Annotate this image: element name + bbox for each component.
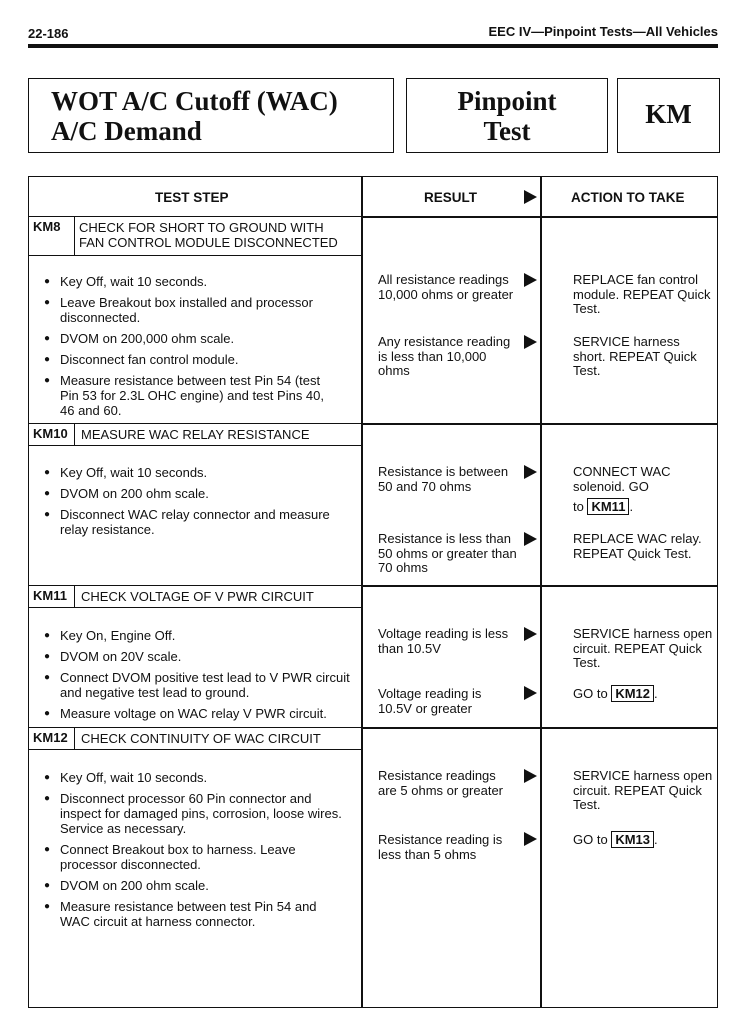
result-text: Voltage reading is less than 10.5V [378, 626, 509, 656]
result-arrow-icon [524, 273, 537, 287]
result-text: Resistance is less than 50 ohms or greater than 70 ohms [378, 531, 517, 575]
instruction-item: ● Key Off, wait 10 seconds. [42, 770, 342, 785]
step-title: MEASURE WAC RELAY RESISTANCE [81, 427, 310, 442]
instruction-item: ● DVOM on 200,000 ohm scale. [42, 331, 342, 346]
result-arrow-icon [524, 832, 537, 846]
step-header-km8 [28, 216, 362, 256]
instruction-item: ● Key Off, wait 10 seconds. [42, 274, 342, 289]
result-arrow-icon [524, 335, 537, 349]
action-text: REPLACE WAC relay. REPEAT Quick Test. [573, 531, 702, 561]
test-code: KM [645, 99, 692, 129]
step-title: CHECK VOLTAGE OF V PWR CIRCUIT [81, 589, 314, 604]
test-title-line1: WOT A/C Cutoff (WAC) [51, 86, 338, 116]
pinpoint-label: Pinpoint [457, 86, 557, 116]
result-text: Voltage reading is 10.5V or greater [378, 686, 482, 716]
step-title [79, 220, 338, 250]
result-arrow-icon [524, 627, 537, 641]
step-header-km12 [28, 727, 362, 750]
action-goto [573, 498, 713, 515]
instruction-item: ● Disconnect WAC relay connector and measure relay resistance. [42, 507, 342, 537]
header-arrow-icon [524, 190, 537, 204]
action-text [573, 465, 713, 515]
result-text: All resistance readings 10,000 ohms or greater [378, 272, 514, 302]
instruction-item: ● Measure voltage on WAC relay V PWR circuit. [42, 706, 352, 721]
instruction-item: ● Connect Breakout box to harness. Leave processor disconnected. [42, 842, 342, 872]
result-arrow-icon [524, 532, 537, 546]
step-id: KM12 [29, 728, 75, 749]
header-rule [28, 44, 718, 48]
step-id: KM8 [29, 217, 75, 255]
instruction-item: ● Key On, Engine Off. [42, 628, 352, 643]
action-text: SERVICE harness open circuit. REPEAT Quick Test. [573, 768, 713, 812]
step-title-line1: CHECK FOR SHORT TO GROUND WITH [79, 220, 324, 235]
action-end: . [654, 686, 658, 701]
instruction-item: ● Disconnect fan control module. [42, 352, 342, 367]
page-number: 22-186 [28, 26, 69, 41]
test-title-box [28, 78, 394, 153]
result-text: Resistance readings are 5 ohms or greater [378, 768, 504, 798]
action-text: SERVICE harness short. REPEAT Quick Test. [573, 334, 697, 378]
result-text: Resistance is between 50 and 70 ohms [378, 464, 509, 494]
step-title: CHECK CONTINUITY OF WAC CIRCUIT [81, 731, 321, 746]
step-header-km10 [28, 423, 362, 446]
result-arrow-icon [524, 769, 537, 783]
result-text: Resistance reading is less than 5 ohms [378, 832, 503, 862]
instruction-item: ● Connect DVOM positive test lead to V PWR circuit and negative test lead to ground. [42, 670, 352, 700]
step-id: KM10 [29, 424, 75, 445]
action-text: SERVICE harness open circuit. REPEAT Quick Test. [573, 626, 713, 670]
step-title-line2: FAN CONTROL MODULE DISCONNECTED [79, 235, 338, 250]
instruction-item: ● Measure resistance between test Pin 54 and WAC circuit at harness connector. [42, 899, 342, 929]
step-instructions-km11 [42, 628, 352, 727]
instruction-item: ● Key Off, wait 10 seconds. [42, 465, 342, 480]
running-title: EEC IV—Pinpoint Tests—All Vehicles [488, 24, 718, 39]
step-id: KM11 [29, 586, 75, 607]
result-text: Any resistance reading is less than 10,000 ohms [378, 334, 511, 378]
result-arrow-icon [524, 465, 537, 479]
instruction-item: ● Leave Breakout box installed and processor disconnected. [42, 295, 342, 325]
goto-step-ref[interactable]: KM12 [611, 685, 654, 702]
pinpoint-test-box [406, 78, 608, 153]
step-instructions-km8 [42, 274, 342, 424]
instruction-item: ● Disconnect processor 60 Pin connector and inspect for damaged pins, corrosion, loose wires. Service as necessary. [42, 791, 342, 836]
action-line: GO to [573, 686, 608, 701]
column-header-result: RESULT [424, 190, 477, 205]
goto-step-ref[interactable]: KM11 [587, 498, 629, 515]
test-label: Test [483, 116, 531, 146]
goto-step-ref[interactable]: KM13 [611, 831, 654, 848]
action-line: GO to [573, 832, 608, 847]
action-text: REPLACE fan control module. REPEAT Quick Test. [573, 272, 711, 316]
action-line: CONNECT WAC solenoid. GO [573, 464, 671, 494]
action-to: to [573, 499, 584, 514]
instruction-item: ● DVOM on 200 ohm scale. [42, 486, 342, 501]
instruction-item: ● Measure resistance between test Pin 54 (test Pin 53 for 2.3L OHC engine) and test Pins 40, 46 and 60. [42, 373, 342, 418]
step-header-km11 [28, 585, 362, 608]
action-text [573, 685, 713, 702]
action-end: . [629, 499, 634, 514]
step-instructions-km10 [42, 465, 342, 543]
column-header-action: ACTION TO TAKE [571, 190, 685, 205]
column-header-test-step: TEST STEP [155, 190, 229, 205]
action-text [573, 831, 713, 848]
step-instructions-km12 [42, 770, 342, 935]
test-title-line2: A/C Demand [51, 116, 202, 146]
instruction-item: ● DVOM on 20V scale. [42, 649, 352, 664]
instruction-item: ● DVOM on 200 ohm scale. [42, 878, 342, 893]
test-code-box [617, 78, 720, 153]
action-end: . [654, 832, 658, 847]
column-divider-2 [540, 176, 542, 1008]
result-arrow-icon [524, 686, 537, 700]
